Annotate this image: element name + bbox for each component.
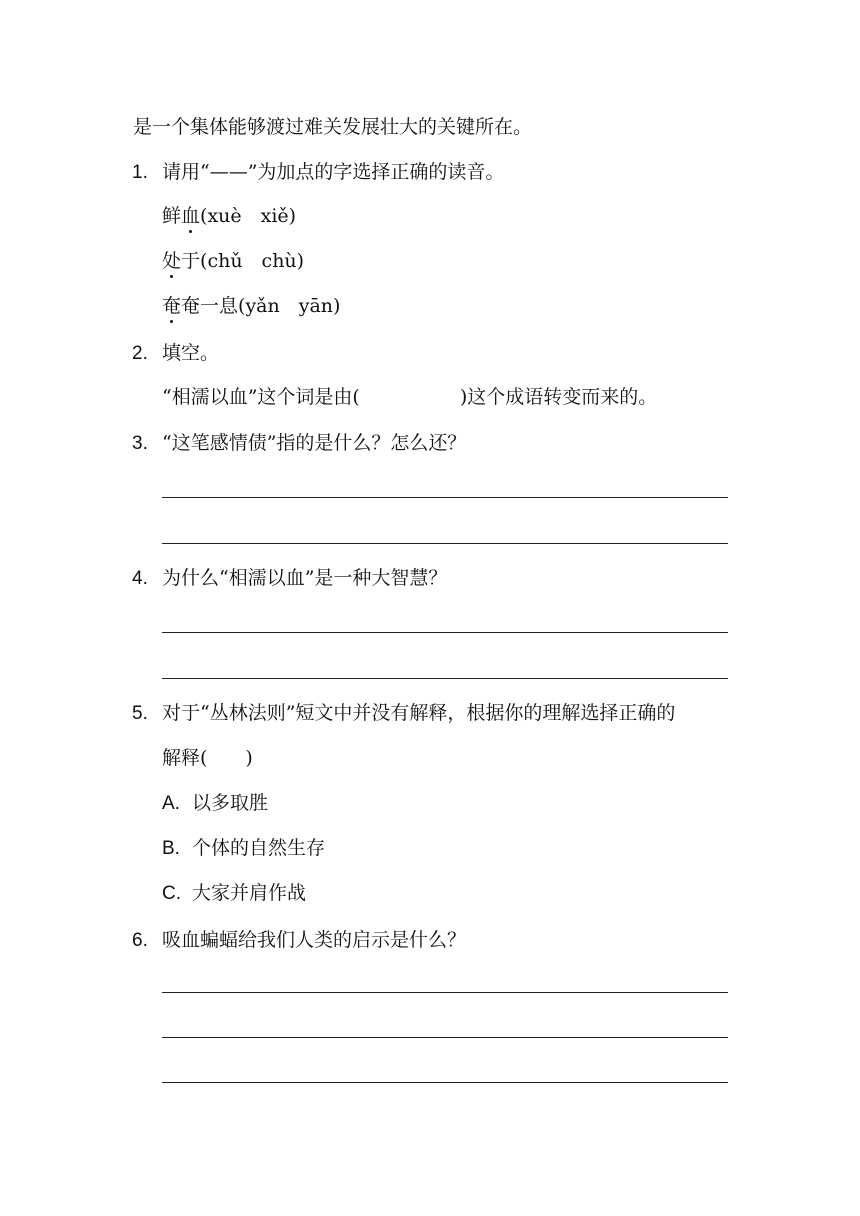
q2-fill-pre: “相濡以血”这个词是由( — [162, 386, 360, 408]
question-4-number: 4. — [132, 568, 148, 589]
q5-option-c-text: 大家并肩作战 — [192, 882, 307, 904]
q3-answer-line-2[interactable] — [162, 543, 728, 544]
q6-answer-line-1[interactable] — [162, 992, 728, 993]
q1-item-2-dotted-char: 处 — [162, 247, 181, 275]
q5-prompt-line-2 — [162, 744, 253, 772]
q5-option-a[interactable] — [162, 789, 268, 818]
q5-prompt-pre: 解释( — [162, 747, 208, 769]
q1-item-1 — [162, 202, 296, 230]
question-3-prompt: “这笔感情债”指的是什么？怎么还？ — [162, 432, 467, 454]
q1-item-3-pinyin: (yǎn yān) — [238, 295, 341, 317]
q5-option-b-text: 个体的自然生存 — [192, 837, 326, 859]
q4-answer-line-2[interactable] — [162, 678, 728, 679]
question-4-prompt: 为什么“相濡以血”是一种大智慧？ — [162, 567, 448, 589]
q1-item-1-pre: 鲜 — [162, 205, 182, 227]
q1-item-3 — [162, 292, 340, 320]
question-3-number: 3. — [132, 433, 148, 454]
question-4 — [132, 564, 447, 593]
q2-fill-post: )这个成语转变而来的。 — [459, 386, 658, 408]
q1-item-2 — [162, 247, 304, 275]
q5-prompt-post: ) — [245, 747, 253, 769]
question-2-number: 2. — [132, 343, 148, 364]
question-2-prompt: 填空。 — [162, 342, 220, 364]
q5-option-b[interactable] — [162, 834, 325, 863]
q1-item-1-pinyin: (xuè xiě) — [200, 205, 297, 227]
question-6-number: 6. — [132, 930, 148, 951]
question-1-prompt: 请用“——”为加点的字选择正确的读音。 — [162, 161, 505, 183]
q4-answer-line-1[interactable] — [162, 632, 728, 633]
q1-item-3-dotted-char: 奄 — [162, 292, 181, 320]
q5-option-b-letter: B. — [162, 838, 180, 859]
question-5-prompt-line-1: 对于“丛林法则”短文中并没有解释，根据你的理解选择正确的 — [162, 702, 676, 724]
q6-answer-line-2[interactable] — [162, 1037, 728, 1038]
question-6 — [132, 926, 466, 955]
question-6-prompt: 吸血蝙蝠给我们人类的启示是什么？ — [162, 929, 467, 951]
q2-fill-line — [162, 383, 657, 411]
q5-option-c[interactable] — [162, 879, 306, 908]
question-1-number: 1. — [132, 162, 148, 183]
question-5 — [132, 699, 675, 728]
q5-option-a-letter: A. — [162, 793, 180, 814]
q1-item-2-pinyin: (chǔ chù) — [200, 250, 305, 272]
q6-answer-line-3[interactable] — [162, 1082, 728, 1083]
intro-tail-text: 是一个集体能够渡过难关发展壮大的关键所在。 — [133, 116, 533, 138]
q3-answer-line-1[interactable] — [162, 497, 728, 498]
q1-item-1-dotted-char: 血 — [181, 202, 200, 230]
question-5-number: 5. — [132, 703, 148, 724]
q5-option-a-text: 以多取胜 — [192, 792, 269, 814]
q1-item-3-post: 奄一息 — [181, 295, 239, 317]
question-2 — [132, 339, 219, 368]
q5-option-c-letter: C. — [162, 883, 181, 904]
question-1 — [132, 158, 504, 187]
question-3 — [132, 429, 466, 458]
q1-item-2-post: 于 — [181, 250, 201, 272]
